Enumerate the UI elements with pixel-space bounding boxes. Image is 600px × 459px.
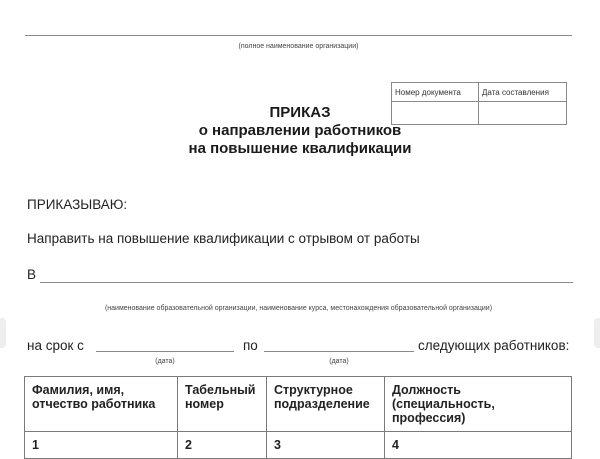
- table-number-row: [25, 432, 572, 459]
- table-header-row: [25, 377, 572, 432]
- term-from-label: на срок с: [27, 338, 84, 353]
- header-department: Структурное подразделение: [267, 377, 385, 432]
- document-date-header: Дата составления: [479, 83, 567, 102]
- in-label: В: [27, 267, 37, 282]
- prev-page-edge[interactable]: [0, 318, 6, 348]
- training-place-line: [40, 282, 573, 283]
- employees-table: [24, 376, 572, 459]
- col-number-1: 1: [25, 432, 178, 459]
- next-page-edge[interactable]: [594, 318, 600, 348]
- order-word: ПРИКАЗЫВАЮ:: [27, 197, 128, 212]
- header-personnel-number: Табельный номер: [178, 377, 267, 432]
- date-to-caption: (дата): [329, 358, 349, 365]
- date-to-line: [264, 351, 414, 352]
- document-title: [110, 104, 490, 158]
- header-position: Должность (специальность, профессия): [385, 377, 572, 432]
- document-number-header: Номер документа: [392, 83, 479, 102]
- term-tail: следующих работников:: [418, 338, 570, 353]
- col-number-3: 3: [267, 432, 385, 459]
- term-to-label: по: [243, 338, 258, 353]
- title-line-2: о направлении работников: [198, 122, 402, 139]
- direction-text: Направить на повышение квалификации с отрывом от работы: [27, 231, 420, 246]
- header-full-name: Фамилия, имя, отчество работника: [25, 377, 178, 432]
- training-place-caption: (наименование образовательной организации, наименование курса, местонахождения образовательной организации): [104, 305, 493, 312]
- document-date-value: [479, 102, 567, 125]
- date-from-caption: (дата): [155, 358, 175, 365]
- col-number-2: 2: [178, 432, 267, 459]
- title-line-3: на повышение квалификации: [188, 140, 412, 157]
- date-from-line: [96, 351, 234, 352]
- organization-line: [25, 35, 572, 36]
- col-number-4: 4: [385, 432, 572, 459]
- title-line-1: ПРИКАЗ: [269, 104, 331, 121]
- organization-caption: (полное наименование организации): [238, 43, 359, 50]
